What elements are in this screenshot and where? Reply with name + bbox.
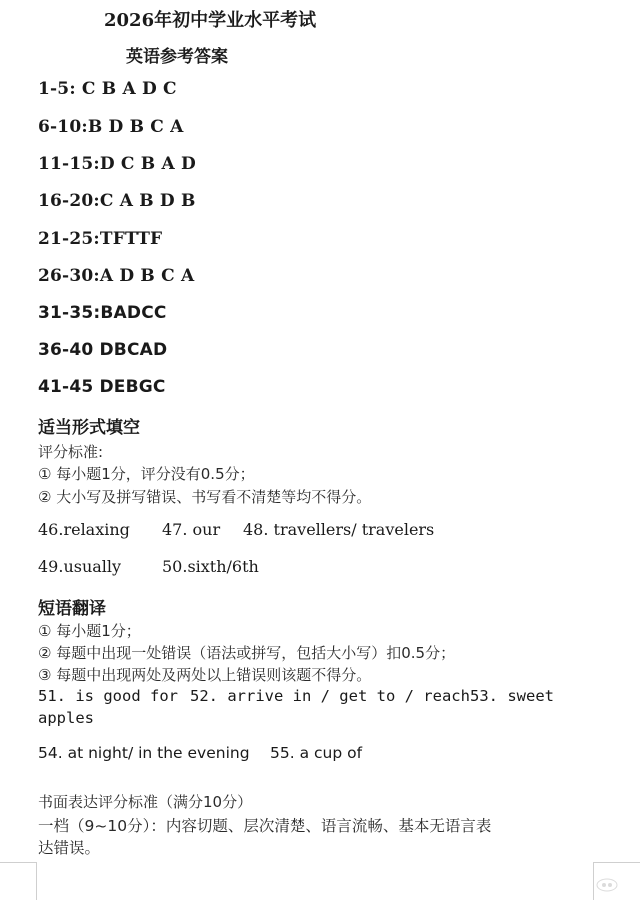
- translation-answer: 51. is good for: [38, 687, 178, 705]
- page-corner-mark-left-vertical: [36, 862, 37, 900]
- answer-line: 41-45 DEBGC: [38, 377, 166, 397]
- answer-line: 21-25:TFTTF: [38, 229, 163, 249]
- fill-answer: 49.usually: [38, 557, 122, 576]
- page-corner-mark-left: [0, 862, 37, 863]
- translation-answer: 54. at night/ in the evening: [38, 744, 250, 762]
- translation-answer: 52. arrive in / get to / reach: [190, 687, 470, 705]
- answer-line: 11-15:D C B A D: [38, 154, 196, 174]
- fill-answer: 46.relaxing: [38, 520, 130, 539]
- page-title: 2026年初中学业水平考试: [104, 10, 317, 31]
- translation-answer: 53. sweet: [470, 687, 554, 705]
- answer-line: 1-5: C B A D C: [38, 79, 177, 99]
- answer-line: 26-30:A D B C A: [38, 266, 195, 286]
- page-subtitle: 英语参考答案: [126, 47, 228, 67]
- writing-level-text: 一档（9~10分）：内容切题、层次清楚、语言流畅、基本无语言表: [38, 817, 492, 835]
- writing-level-text: 达错误。: [38, 839, 101, 857]
- scoring-rule: ② 大小写及拼写错误、书写看不清楚等均不得分。: [38, 488, 372, 506]
- translation-section-heading: 短语翻译: [38, 599, 106, 619]
- scoring-rule: ③ 每题中出现两处及两处以上错误则该题不得分。: [38, 666, 372, 684]
- answer-line: 16-20:C A B D B: [38, 191, 196, 211]
- translation-answer-wrap: apples: [38, 709, 94, 727]
- answer-line: 31-35:BADCC: [38, 303, 167, 323]
- fill-answer: 50.sixth/6th: [162, 557, 259, 576]
- watermark-logo-icon: [596, 878, 618, 892]
- criteria-label: 评分标准:: [38, 443, 104, 461]
- answer-line: 6-10:B D B C A: [38, 117, 184, 137]
- scoring-rule: ① 每小题1分，评分没有0.5分；: [38, 465, 255, 483]
- translation-answer: 55. a cup of: [270, 744, 363, 762]
- scoring-rule: ① 每小题1分；: [38, 622, 141, 640]
- page-corner-mark-right-vertical: [593, 862, 594, 900]
- answer-line: 36-40 DBCAD: [38, 340, 168, 360]
- fill-answer: 48. travellers/ travelers: [243, 520, 435, 539]
- writing-section-heading: 书面表达评分标准（满分10分）: [38, 793, 253, 811]
- page-corner-mark-right: [593, 862, 640, 863]
- scoring-rule: ② 每题中出现一处错误（语法或拼写，包括大小写）扣0.5分；: [38, 644, 456, 662]
- fill-section-heading: 适当形式填空: [38, 418, 140, 438]
- fill-answer: 47. our: [162, 520, 221, 539]
